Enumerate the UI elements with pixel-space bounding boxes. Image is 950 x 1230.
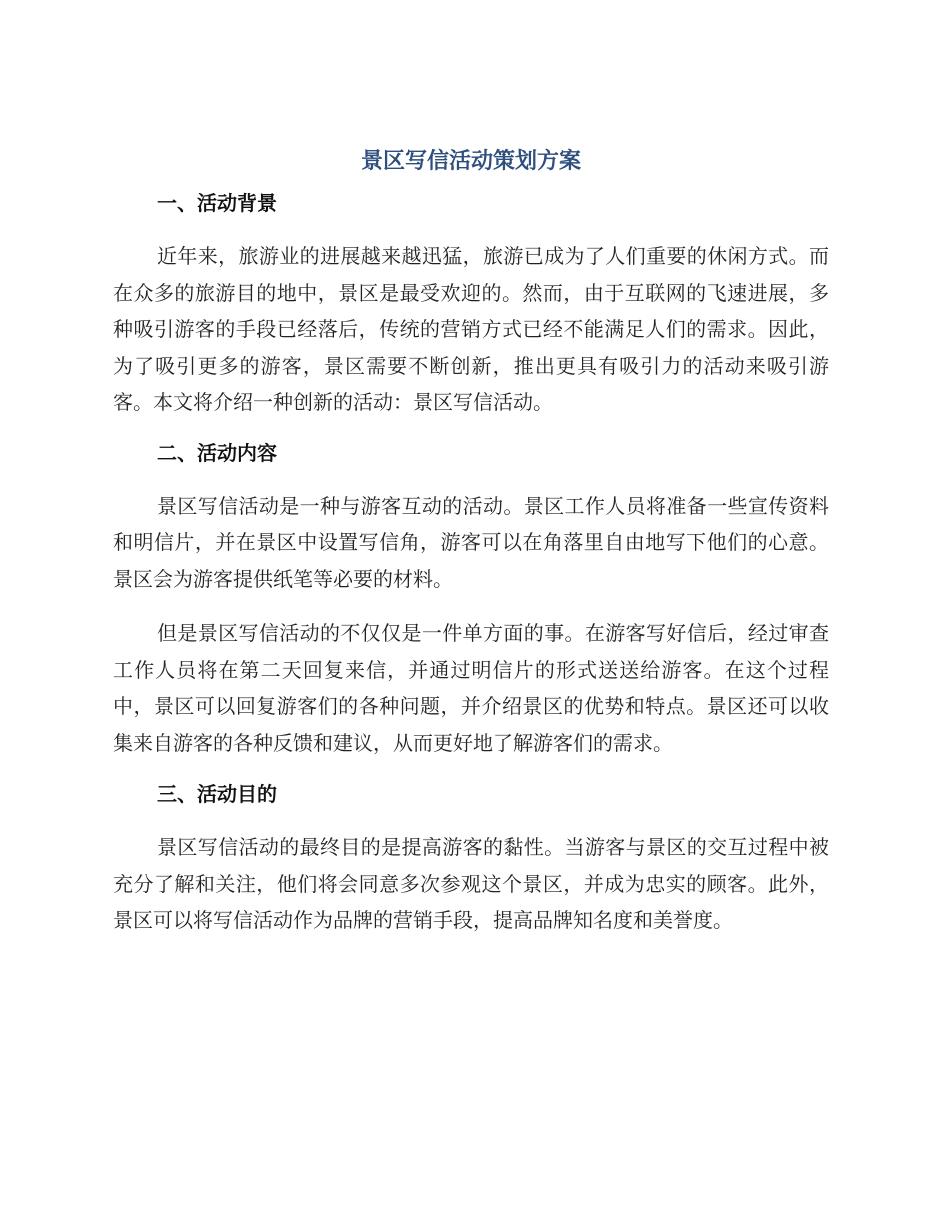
paragraph-content-2: 但是景区写信活动的不仅仅是一件单方面的事。在游客写好信后，经过审查工作人员将在第二天回复来信，并通过明信片的形式送送给游客。在这个过程中，景区可以回复游客们的各种问题，并介绍景区的优势和特点。景区还可以收集来自游客的各种反馈和建议，从而更好地了解游客们的需求。 <box>113 621 829 755</box>
section-heading-purpose: 三、活动目的 <box>157 782 277 806</box>
paragraph-content-1: 景区写信活动是一种与游客互动的活动。景区工作人员将准备一些宣传资料和明信片，并在景区中设置写信角，游客可以在角落里自由地写下他们的心意。景区会为游客提供纸笔等必要的材料。 <box>113 493 829 591</box>
paragraph-purpose: 景区写信活动的最终目的是提高游客的黏性。当游客与景区的交互过程中被充分了解和关注，他们将会同意多次参观这个景区，并成为忠实的顾客。此外，景区可以将写信活动作为品牌的营销手段，提高品牌知名度和美誉度。 <box>113 835 829 932</box>
document-title: 景区写信活动策划方案 <box>360 149 581 174</box>
section-heading-content: 二、活动内容 <box>157 440 277 465</box>
paragraph-background: 近年来，旅游业的进展越来越迅猛，旅游已成为了人们重要的休闲方式。而在众多的旅游目的地中，景区是最受欢迎的。然而，由于互联网的飞速进展，多种吸引游客的手段已经落后，传统的营销方式已经不能满足人们的需求。因此，为了吸引更多的游客，景区需要不断创新，推出更具有吸引力的活动来吸引游客。本文将介绍一种创新的活动：景区写信活动。 <box>113 244 829 414</box>
document-body <box>113 142 829 939</box>
section-heading-background: 一、活动背景 <box>157 191 277 215</box>
